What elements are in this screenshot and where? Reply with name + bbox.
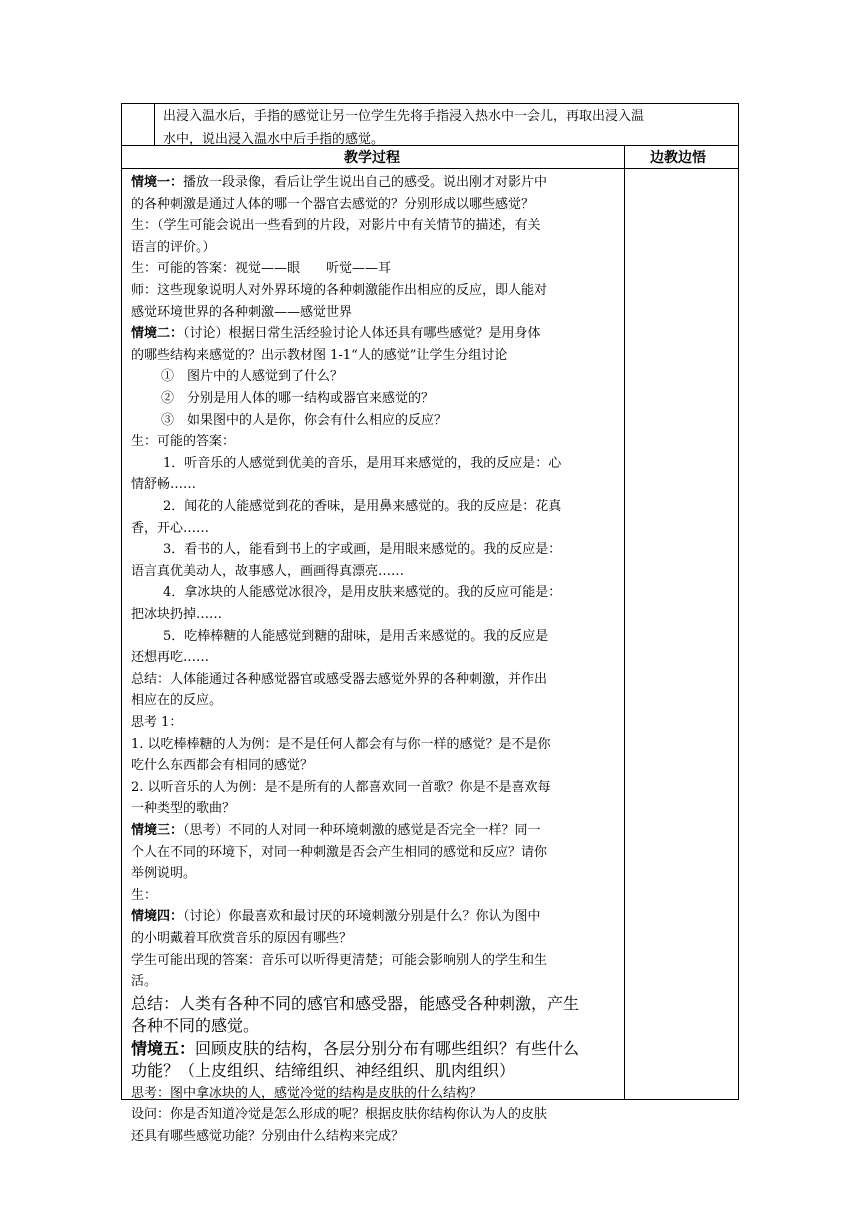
line-text: 个人在不同的环境下，对同一种刺激是否会产生相同的感觉和反应？请你 <box>131 844 548 860</box>
situation-label: 情境五： <box>131 1038 196 1058</box>
table-top-border <box>121 103 739 104</box>
line-text: 还具有哪些感觉功能？分别由什么结构来完成？ <box>131 1129 405 1144</box>
content-line <box>131 906 621 927</box>
line-text: 还想再吃…… <box>131 650 210 666</box>
content-line <box>131 280 621 301</box>
content-line <box>131 1015 621 1037</box>
line-text: 1. 以吃棒棒糖的人为例：是不是任何人都会有与你一样的感觉？是不是你 <box>131 736 551 752</box>
line-text: 生：可能的答案：视觉——眼 听觉——耳 <box>131 261 392 277</box>
header-teaching-process: 教学过程 <box>344 150 400 166</box>
line-text: 语言的评价。） <box>131 239 216 255</box>
content-line <box>131 431 621 452</box>
content-line <box>131 647 621 668</box>
line-text: 师：这些现象说明人对外界环境的各种刺激能作出相应的反应，即人能对 <box>131 283 548 298</box>
line-text: 1．听音乐的人感觉到优美的音乐，是用耳来感觉的，我的反应是：心 <box>163 455 562 471</box>
content-line <box>131 1038 621 1060</box>
table-right-border <box>738 103 739 1100</box>
line-text: 感觉环境世界的各种刺激——感觉世界 <box>131 304 353 320</box>
line-text: 语言真优美动人，故事感人，画画得真漂亮…… <box>131 563 405 579</box>
top-row-line: 出浸入温水后，手指的感觉让另一位学生先将手指浸入热水中一会儿，再取出浸入温 <box>163 109 645 124</box>
line-text: 总结：人类有各种不同的感官和感受器，能感受各种刺激，产生 <box>131 993 580 1013</box>
content-line <box>131 993 621 1015</box>
line-text: 思考 1： <box>131 715 183 730</box>
content-line <box>131 950 621 971</box>
line-text: 一种类型的歌曲？ <box>131 801 236 817</box>
content-line <box>131 388 651 409</box>
line-text: 总结：人体能通过各种感觉器官或感受器去感觉外界的各种刺激，并作出 <box>131 671 548 687</box>
content-line <box>131 172 621 193</box>
situation-label: 情境一： <box>131 175 184 190</box>
line-text: 回顾皮肤的结构，各层分别分布有哪些组织？有些什么 <box>195 1038 580 1058</box>
top-row-text <box>163 105 733 151</box>
line-text: 3．看书的人，能看到书上的字或画，是用眼来感觉的。我的反应是： <box>163 542 562 558</box>
content-line <box>131 1126 621 1147</box>
line-text: 2. 以听音乐的人为例：是不是所有的人都喜欢同一首歌？你是不是喜欢每 <box>131 779 551 795</box>
top-row-inner-divider <box>154 103 155 146</box>
content-line <box>131 518 621 539</box>
line-text: ② 分别是用人体的哪一结构或器官来感觉的？ <box>161 391 435 406</box>
header-reflection: 边教边悟 <box>650 150 706 166</box>
content-line <box>131 842 621 863</box>
line-text: 举例说明。 <box>131 866 197 882</box>
content-line <box>131 561 621 582</box>
line-text: 相应在的反应。 <box>131 693 223 709</box>
content-line <box>131 453 653 474</box>
content-line <box>131 302 621 323</box>
line-text: （讨论）根据日常生活经验讨论人体还具有哪些感觉？是用身体 <box>183 326 541 342</box>
table-left-border <box>121 103 122 1100</box>
content-line <box>131 971 621 992</box>
line-text: 吃什么东西都会有相同的感觉？ <box>131 758 314 774</box>
line-text: 的各种刺激是通过人体的哪一个器官去感觉的？分别形成以哪些感觉？ <box>131 196 535 212</box>
content-line <box>131 604 621 625</box>
situation-label: 情境三： <box>131 823 184 838</box>
content-line <box>131 582 653 603</box>
content-line <box>131 690 621 711</box>
line-text: （思考）不同的人对同一种环境刺激的感觉是否完全一样？同一 <box>183 823 541 838</box>
line-text: 5．吃棒棒糖的人能感觉到糖的甜味，是用舌来感觉的。我的反应是 <box>163 628 549 644</box>
content-line <box>131 258 621 279</box>
content-line <box>131 474 621 495</box>
content-line <box>131 366 651 387</box>
line-text: 的哪些结构来感觉的？出示教材图 1-1“人的感觉”让学生分组讨论 <box>131 347 508 363</box>
content-line <box>131 215 621 236</box>
line-text: 4．拿冰块的人能感觉冰很冷，是用皮肤来感觉的。我的反应可能是： <box>163 585 562 601</box>
content-line <box>131 734 621 755</box>
content-line <box>131 626 653 647</box>
content-line <box>131 712 621 733</box>
line-text: 设问：你是否知道冷觉是怎么形成的呢？根据皮肤你结构你认为人的皮肤 <box>131 1107 548 1123</box>
content-line <box>131 237 621 258</box>
situation-label: 情境二： <box>131 326 184 342</box>
line-text: 生：（学生可能会说出一些看到的片段，对影片中有关情节的描述，有关 <box>131 218 541 234</box>
content-line <box>131 345 621 366</box>
content-line <box>131 885 621 906</box>
line-text: 把冰块扔掉…… <box>131 607 223 622</box>
content-line <box>131 410 651 431</box>
line-text: 香，开心…… <box>131 520 210 536</box>
line-text: 思考：图中拿冰块的人，感觉冷觉的结构是皮肤的什么结构？ <box>131 1085 483 1101</box>
content-line <box>131 669 621 690</box>
content-line <box>131 820 621 841</box>
line-text: 情舒畅…… <box>131 477 197 493</box>
content-line <box>131 194 621 215</box>
line-text: 生：可能的答案： <box>131 434 236 450</box>
content-line <box>131 323 621 344</box>
content-line <box>131 1104 621 1125</box>
line-text: （讨论）你最喜欢和最讨厌的环境刺激分别是什么？你认为图中 <box>183 909 541 925</box>
line-text: 的小明戴着耳欣赏音乐的原因有哪些？ <box>131 931 353 946</box>
content-line <box>131 798 621 819</box>
content-line <box>131 1083 621 1104</box>
line-text: 2．闻花的人能感觉到花的香味，是用鼻来感觉的。我的反应是：花真 <box>163 499 562 514</box>
content-line <box>131 863 621 884</box>
content-line <box>131 539 653 560</box>
content-line <box>131 1060 621 1082</box>
header-row-bottom-border <box>121 168 739 169</box>
line-text: ① 图片中的人感觉到了什么？ <box>161 369 344 385</box>
content-line <box>131 755 621 776</box>
situation-label: 情境四： <box>131 909 184 925</box>
line-text: 各种不同的感觉。 <box>131 1016 260 1036</box>
content-line <box>131 496 653 517</box>
content-line <box>131 928 621 949</box>
line-text: 活。 <box>131 974 158 990</box>
top-row-line: 水中，说出浸入温水中后手指的感觉。 <box>163 132 385 147</box>
line-text: 播放一段录像，看后让学生说出自己的感受。说出刚才对影片中 <box>183 175 548 190</box>
column-divider <box>624 145 625 1100</box>
line-text: 学生可能出现的答案：音乐可以听得更清楚；可能会影响别人的学生和生 <box>131 952 548 968</box>
line-text: ③ 如果图中的人是你，你会有什么相应的反应？ <box>161 412 448 428</box>
line-text: 功能？（上皮组织、结缔组织、神经组织、肌肉组织） <box>131 1061 516 1081</box>
content-line <box>131 777 621 798</box>
line-text: 生： <box>131 887 158 903</box>
